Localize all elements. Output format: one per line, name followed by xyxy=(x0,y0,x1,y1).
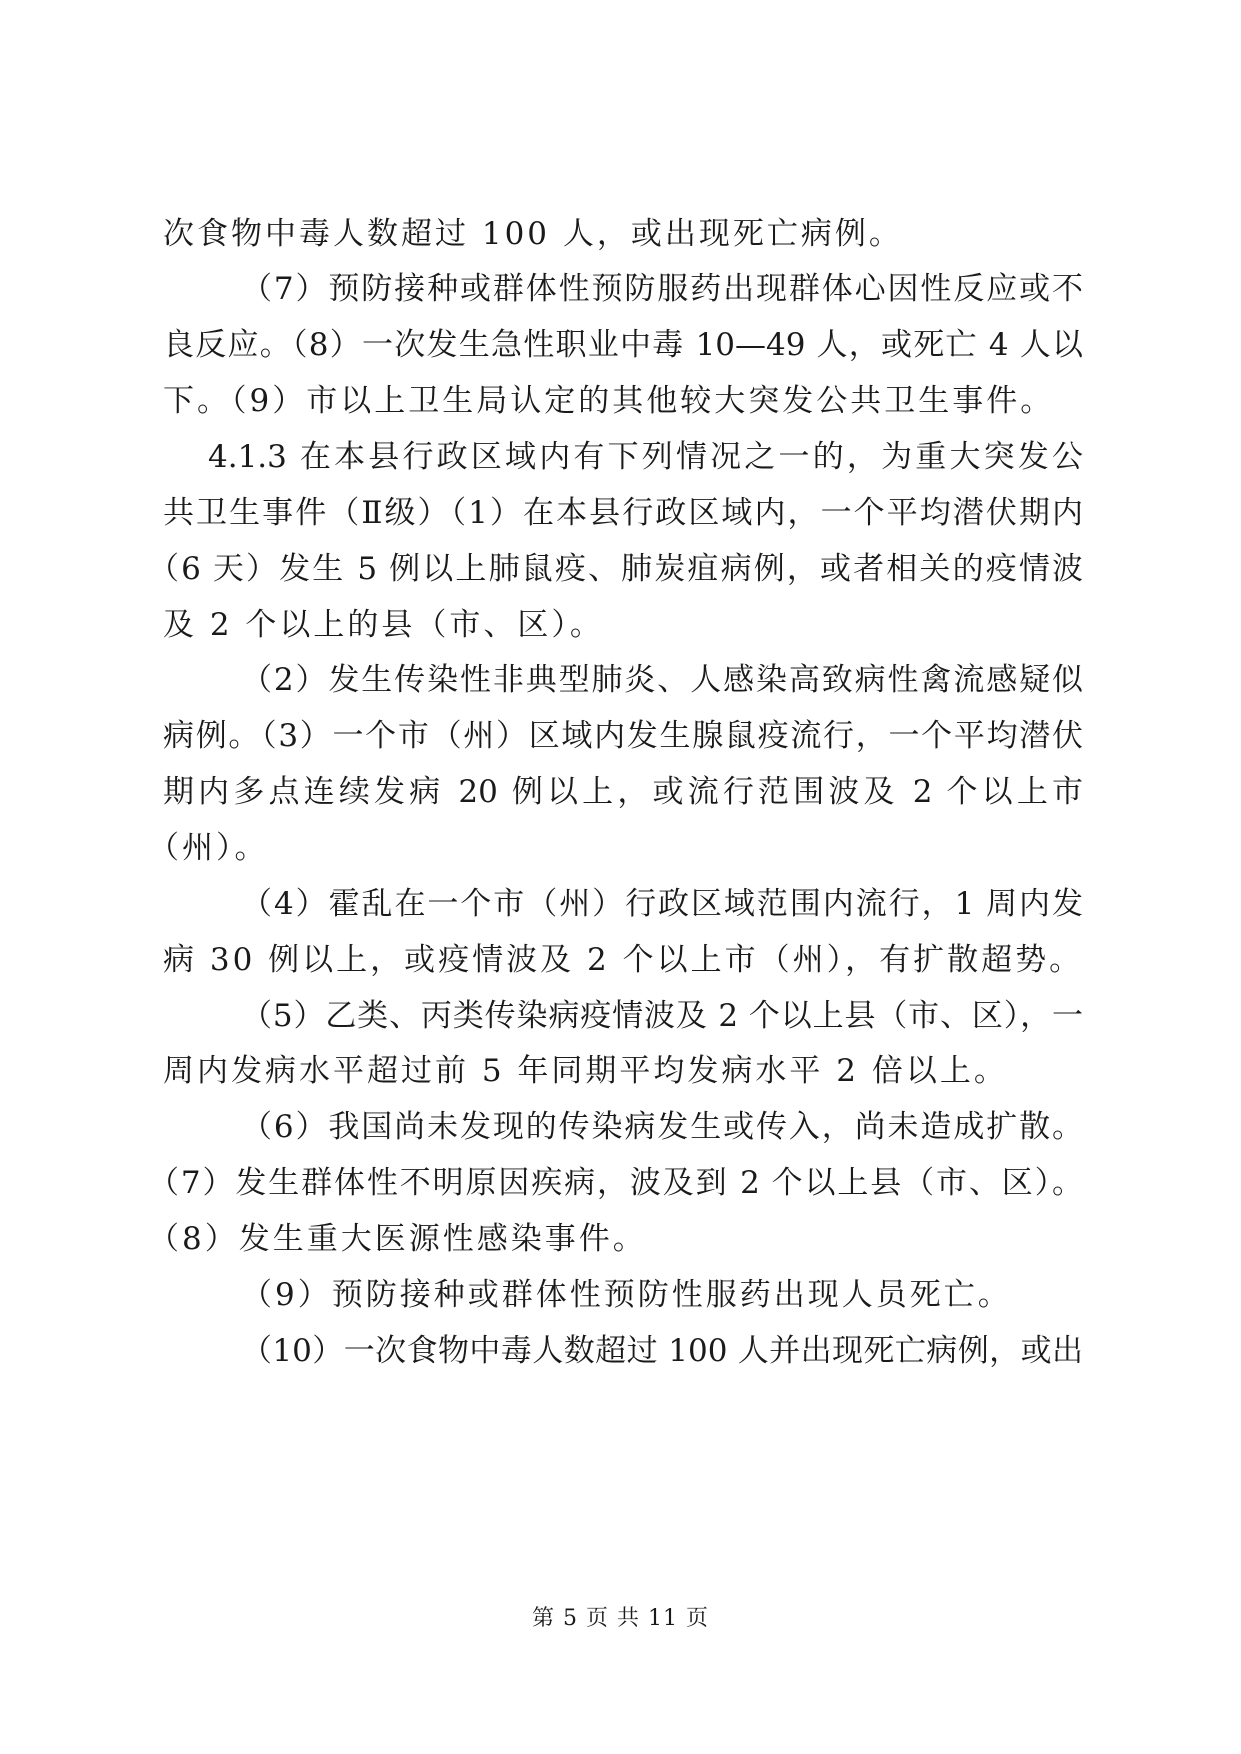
page-number-footer: 第 5 页 共 11 页 xyxy=(532,1606,709,1631)
text-line-21: （10）一次食物中毒人数超过 100 人并出现死亡病例，或出 xyxy=(241,1333,1083,1369)
text-line-18: （7）发生群体性不明原因疾病，波及到 2 个以上县（市、区）。 xyxy=(148,1165,1083,1201)
text-line-17: （6）我国尚未发现的传染病发生或传入，尚未造成扩散。 xyxy=(241,1109,1083,1145)
text-line-11: 期内多点连续发病 20 例以上，或流行范围波及 2 个以上市 xyxy=(163,774,1083,810)
text-line-7: （6 天）发生 5 例以上肺鼠疫、肺炭疽病例，或者相关的疫情波 xyxy=(148,551,1083,587)
text-line-14: 病 30 例以上，或疫情波及 2 个以上市（州），有扩散超势。 xyxy=(163,942,1084,978)
text-line-13: （4）霍乱在一个市（州）行政区域范围内流行，1 周内发 xyxy=(241,886,1083,922)
text-line-5: 4.1.3 在本县行政区域内有下列情况之一的，为重大突发公 xyxy=(208,439,1083,475)
text-line-4: 下。（9）市以上卫生局认定的其他较大突发公共卫生事件。 xyxy=(163,383,1055,419)
text-line-6: 共卫生事件（Ⅱ级）（1）在本县行政区域内，一个平均潜伏期内 xyxy=(163,495,1083,531)
text-line-9: （2）发生传染性非典型肺炎、人感染高致病性禽流感疑似 xyxy=(241,662,1083,698)
text-line-12: （州）。 xyxy=(148,830,269,866)
text-line-2: （7）预防接种或群体性预防服药出现群体心因性反应或不 xyxy=(241,271,1083,307)
text-line-3: 良反应。（8）一次发生急性职业中毒 10—49 人，或死亡 4 人以 xyxy=(163,327,1083,363)
text-line-19: （8）发生重大医源性感染事件。 xyxy=(148,1221,647,1257)
text-line-16: 周内发病水平超过前 5 年同期平均发病水平 2 倍以上。 xyxy=(163,1053,1008,1089)
text-line-10: 病例。（3）一个市（州）区域内发生腺鼠疫流行，一个平均潜伏 xyxy=(163,718,1083,754)
text-line-1: 次食物中毒人数超过 100 人，或出现死亡病例。 xyxy=(163,216,903,252)
text-line-15: （5）乙类、丙类传染病疫情波及 2 个以上县（市、区），一 xyxy=(241,998,1083,1034)
text-line-20: （9）预防接种或群体性预防性服药出现人员死亡。 xyxy=(241,1277,1012,1313)
text-line-8: 及 2 个以上的县（市、区）。 xyxy=(163,607,604,643)
